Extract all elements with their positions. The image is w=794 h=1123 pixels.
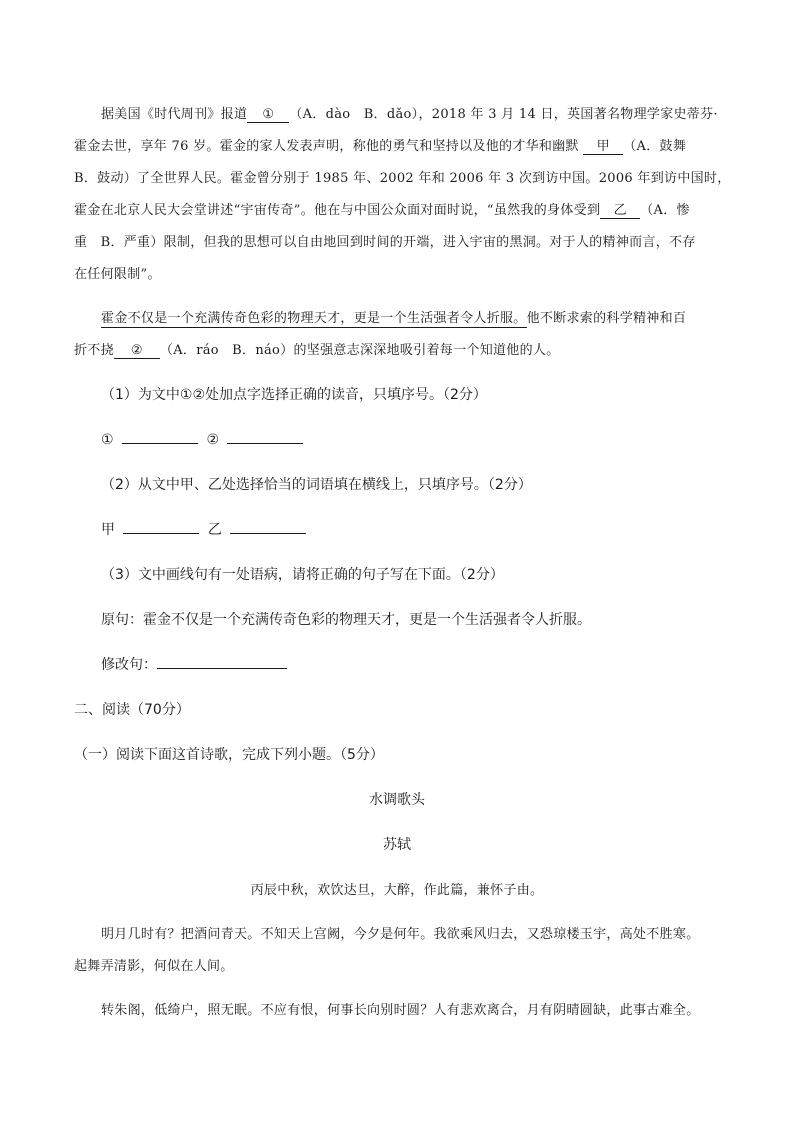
passage-text: 霍金在北京人民大会堂讲述“宇宙传奇”。他在与中国公众面对面时说，“虽然我的身体受到 (74, 203, 601, 218)
passage-line-7 (101, 307, 686, 326)
poem-line: 起舞弄清影，何似在人间。 (74, 959, 234, 974)
answer-field-jia[interactable] (123, 519, 199, 534)
passage-line-4 (74, 199, 690, 219)
passage-line-1 (101, 103, 718, 123)
passage-text: 他不断求索的科学精神和百 (526, 311, 687, 326)
question-3-original: 原句：霍金不仅是一个充满传奇色彩的物理天才，更是一个生活强者令人折服。 (101, 612, 591, 628)
underlined-sentence: 霍金不仅是一个充满传奇色彩的物理天才，更是一个生活强者令人折服。 (101, 311, 527, 326)
passage-text: （A．ráo B．náo）的坚强意志深深地吸引着每一个知道他的人。 (159, 343, 560, 358)
passage-text: 在任何限制”。 (74, 267, 161, 282)
passage-text: （A．惨 (640, 203, 690, 218)
question-3-revised (101, 654, 287, 674)
passage-text: （A．dào B．dǎo），2018 年 3 月 14 日，英国著名物理学家史蒂芬· (289, 107, 718, 122)
answer-field-2[interactable] (227, 429, 303, 444)
passage-line-6 (74, 263, 161, 282)
question-1: （1）为文中①②处加点字选择正确的读音，只填序号。（2分） (101, 387, 487, 403)
passage-text: 据美国《时代周刊》报道 (101, 107, 248, 122)
answer-label: 甲 (101, 522, 115, 538)
passage-text: 折不挠 (74, 343, 114, 358)
question-1-answers (101, 429, 303, 448)
poem-line: 明月几时有？把酒问青天。不知天上宫阙，今夕是何年。我欲乘风归去，又恐琼楼玉宇，高处不胜寒。 (101, 927, 700, 942)
answer-label: ① (101, 432, 114, 448)
answer-label: 乙 (207, 522, 222, 538)
blank-2[interactable]: ② (114, 343, 160, 359)
passage-text: B．鼓动）了全世界人民。霍金曾分别于 1985 年、2002 年和 2006 年 3 次到访中国。2006 年到访中国时， (74, 171, 731, 186)
answer-label: ② (206, 432, 220, 448)
revised-sentence-field[interactable] (157, 654, 287, 669)
question-2: （2）从文中甲、乙处选择恰当的词语填在横线上，只填序号。（2分） (101, 477, 532, 493)
blank-yi[interactable]: 乙 (600, 203, 640, 219)
passage-line-5 (74, 231, 696, 250)
poem-author: 苏轼 (383, 837, 411, 853)
blank-1[interactable]: ① (247, 107, 289, 123)
passage-line-3 (74, 167, 731, 186)
blank-jia[interactable]: 甲 (583, 139, 623, 155)
passage-text: 霍金去世，享年 76 岁。霍金的家人发表声明，称他的勇气和坚持以及他的才华和幽默 (74, 139, 579, 154)
poem-line: 转朱阁，低绮户，照无眠。不应有恨，何事长向别时圆？人有悲欢离合，月有阴晴圆缺，此事古难全。 (101, 1003, 700, 1018)
question-3: （3）文中画线句有一处语病，请将正确的句子写在下面。（2分） (101, 567, 504, 583)
section-heading: 二、阅读（70分） (74, 702, 190, 718)
passage-text: 重 B．严重）限制，但我的思想可以自由地回到时间的开端，进入宇宙的黑洞。对于人的精神而言，不存 (74, 235, 696, 250)
passage-text: （A．鼓舞 (623, 139, 687, 154)
poem-title: 水调歌头 (369, 792, 425, 808)
answer-field-1[interactable] (122, 429, 198, 444)
passage-line-2 (74, 135, 686, 155)
answer-label: 修改句： (101, 657, 157, 673)
question-2-answers (101, 519, 306, 539)
poem-preface: 丙辰中秋，欢饮达旦，大醉，作此篇，兼怀子由。 (250, 883, 544, 898)
subsection-heading: （一）阅读下面这首诗歌，完成下列小题。（5分） (74, 747, 384, 763)
answer-field-yi[interactable] (230, 519, 306, 534)
passage-line-8 (74, 339, 560, 359)
